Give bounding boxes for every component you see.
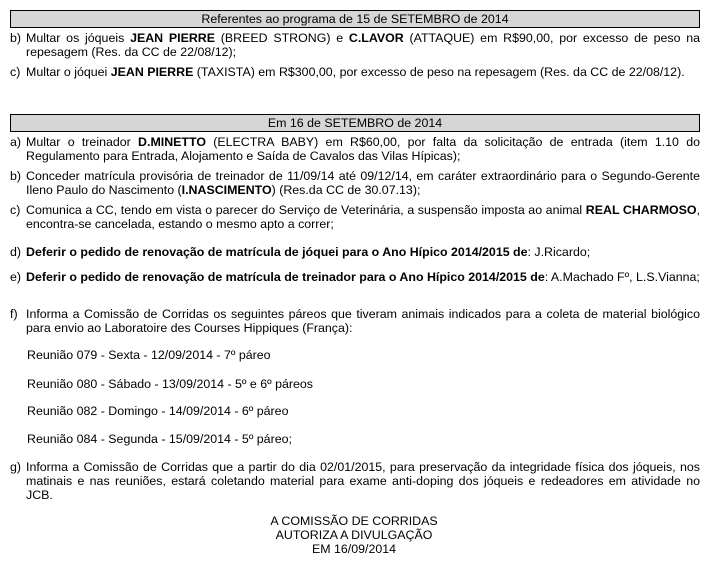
signature-line-3: EM 16/09/2014	[311, 542, 397, 556]
item-text: Deferir o pedido de renovação de matrícula de treinador para o Ano Hípico 2014/2015 de: A.Machado Fº, L.S.Vianna;	[26, 270, 700, 284]
signature-line-1: A COMISSÃO DE CORRIDAS	[270, 514, 438, 528]
item-letter: b)	[10, 31, 22, 45]
item-letter: f)	[10, 307, 18, 321]
item-b-conceder-matricula	[10, 169, 700, 197]
item-a-multar-treinador	[10, 135, 700, 163]
item-text: Deferir o pedido de renovação de matrícula de jóquei para o Ano Hípico 2014/2015 de: J.Ricardo;	[26, 245, 591, 259]
item-letter: c)	[10, 65, 21, 79]
item-c-multar-joquei	[10, 65, 700, 79]
item-text: Multar o treinador D.MINETTO (ELECTRA BABY) em R$60,00, por falta da solicitação de entrada (item 1.10 do Regulamento para Entrada, Alojamento e Saída de Cavalos das Vilas Hípicas);	[26, 135, 700, 164]
item-letter: d)	[10, 245, 22, 259]
item-d-deferir-joquei	[10, 245, 700, 259]
section-header-15-setembro: Referentes ao programa de 15 de SETEMBRO de 2014	[10, 10, 700, 28]
item-letter: b)	[10, 169, 22, 183]
section-header-16-setembro: Em 16 de SETEMBRO de 2014	[10, 114, 700, 132]
reuniao-080: Reunião 080 - Sábado - 13/09/2014 - 5º e 6º páreos	[27, 377, 313, 391]
item-letter: g)	[10, 460, 22, 474]
reuniao-084: Reunião 084 - Segunda - 15/09/2014 - 5º páreo;	[27, 432, 292, 446]
signature-line-2: AUTORIZA A DIVULGAÇÃO	[275, 528, 433, 542]
item-letter: c)	[10, 203, 21, 217]
item-f-informa-pareos	[10, 307, 700, 335]
item-letter: a)	[10, 135, 22, 149]
item-text: Multar o jóquei JEAN PIERRE (TAXISTA) em R$300,00, por excesso de peso na repesagem (Res. da CC de 22/08/12).	[26, 65, 685, 79]
reuniao-079: Reunião 079 - Sexta - 12/09/2014 - 7º páreo	[27, 348, 271, 362]
item-letter: e)	[10, 270, 22, 284]
reuniao-082: Reunião 082 - Domingo - 14/09/2014 - 6º páreo	[27, 404, 289, 418]
item-text: Comunica a CC, tendo em vista o parecer do Serviço de Veterinária, a suspensão imposta ao animal REAL CHARMOSO, encontra-se cancelada, estando o mesmo apto a correr;	[26, 203, 701, 232]
item-text: Conceder matrícula provisória de treinador de 11/09/14 até 09/12/14, em caráter extraordinário para o Segundo-Gerente Ileno Paulo do Nascimento (I.NASCIMENTO) (Res.da CC de 30.07.13);	[26, 169, 700, 198]
item-text: Informa a Comissão de Corridas os seguintes páreos que tiveram animais indicados para a coleta de material biológico para envio ao Laboratoire des Courses Hippiques (França):	[26, 307, 700, 336]
item-text: Informa a Comissão de Corridas que a partir do dia 02/01/2015, para preservação da integridade física dos jóqueis, nos matinais e nas reuniões, estará coletando material para exame anti-doping dos jóqueis e redeadores em atividade no JCB.	[26, 460, 700, 503]
item-g-informa-antidoping	[10, 460, 700, 503]
item-e-deferir-treinador	[10, 270, 700, 284]
item-c-comunica-cc	[10, 203, 700, 231]
item-text: Multar os jóqueis JEAN PIERRE (BREED STRONG) e C.LAVOR (ATTAQUE) em R$90,00, por excesso de peso na repesagem (Res. da CC de 22/08/12);	[26, 31, 701, 60]
item-b-multar-joqueis	[10, 31, 700, 59]
